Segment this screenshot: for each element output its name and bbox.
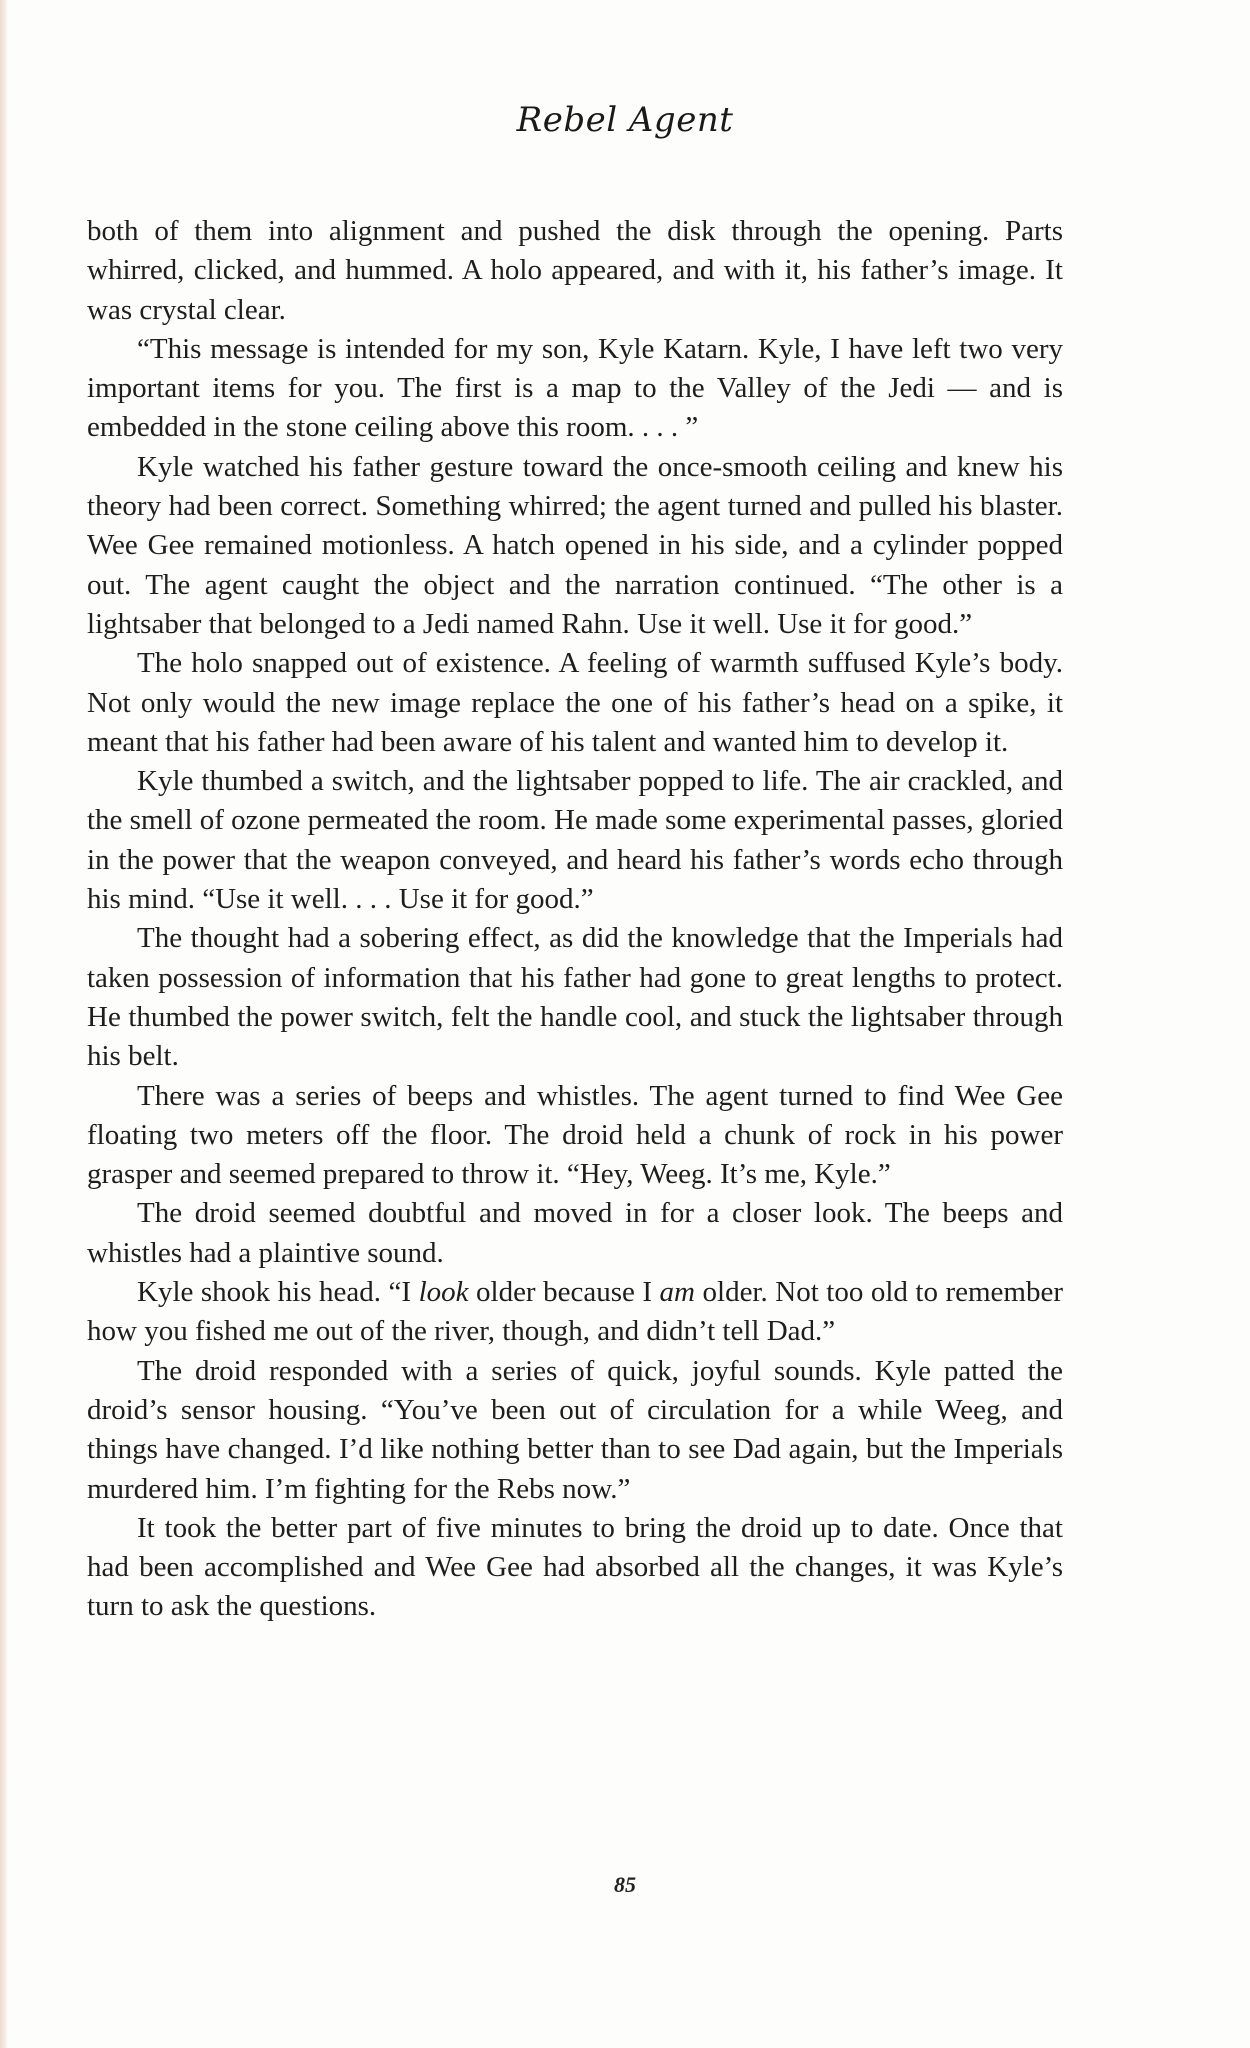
paragraph-7: There was a series of beeps and whistles. The agent turned to find Wee Gee floating two meters off the floor. The droid held a chunk of rock in his power grasper and seemed prepared to throw it. “Hey, Weeg. It’s me, Kyle.” bbox=[87, 1079, 1063, 1191]
paragraph-9-part-1: Kyle shook his head. “I bbox=[137, 1276, 419, 1309]
paragraph-9-part-3: older. Not too old to remember how you fished me out of the river, though, and didn’t tell Dad.” bbox=[87, 1276, 1063, 1348]
paragraph-9 bbox=[87, 1273, 1063, 1352]
paragraph-2: “This message is intended for my son, Kyle Katarn. Kyle, I have left two very important items for you. The first is a map to the Valley of the Jedi — and is embedded in the stone ceiling above this room. . . . ” bbox=[87, 332, 1063, 444]
paragraph-4: The holo snapped out of existence. A feeling of warmth suffused Kyle’s body. Not only would the new image replace the one of his father’s head on a spike, it meant that his father had been aware of his talent and wanted him to develop it. bbox=[87, 647, 1063, 758]
paragraph-8: The droid seemed doubtful and moved in for a closer look. The beeps and whistles had a plaintive sound. bbox=[87, 1197, 1063, 1269]
page-number: 85 bbox=[614, 1872, 636, 1897]
paragraph-1: both of them into alignment and pushed the disk through the opening. Parts whirred, clicked, and hummed. A holo appeared, and with it, his father’s image. It was crystal clear. bbox=[87, 215, 1063, 326]
paragraph-9-part-2: older because I bbox=[468, 1276, 660, 1309]
paragraph-6: The thought had a sobering effect, as did the knowledge that the Imperials had taken possession of information that his father had gone to great lengths to protect. He thumbed the power switch, felt the handle cool, and stuck the lightsaber through his belt. bbox=[87, 922, 1063, 1073]
paragraph-5: Kyle thumbed a switch, and the lightsaber popped to life. The air crackled, and the smell of ozone permeated the room. He made some experimental passes, gloried in the power that the weapon conveyed, and heard his father’s words echo through his mind. “Use it well. . . . Use it for good.” bbox=[87, 765, 1064, 916]
paragraph-3: Kyle watched his father gesture toward the once-smooth ceiling and knew his theory had been correct. Something whirred; the agent turned and pulled his blaster. Wee Gee remained motionless. A hatch opened in his side, and a cylinder popped out. The agent caught the object and the narration continued. “The other is a lightsaber that belonged to a Jedi named Rahn. Use it well. Use it for good.” bbox=[87, 450, 1063, 640]
emphasis-look: look bbox=[418, 1276, 469, 1309]
emphasis-am: am bbox=[659, 1276, 695, 1309]
body-text bbox=[87, 212, 1063, 1627]
page-edge-shadow bbox=[0, 0, 8, 2048]
paragraph-10: The droid responded with a series of quick, joyful sounds. Kyle patted the droid’s sensor housing. “You’ve been out of circulation for a while Weeg, and things have changed. I’d like nothing better than to see Dad again, but the Imperials murdered him. I’m fighting for the Rebs now.” bbox=[87, 1354, 1063, 1505]
running-head-title: Rebel Agent bbox=[516, 100, 734, 140]
paragraph-11: It took the better part of five minutes to bring the droid up to date. Once that had been accomplished and Wee Gee had absorbed all the changes, it was Kyle’s turn to ask the questions. bbox=[87, 1511, 1063, 1623]
